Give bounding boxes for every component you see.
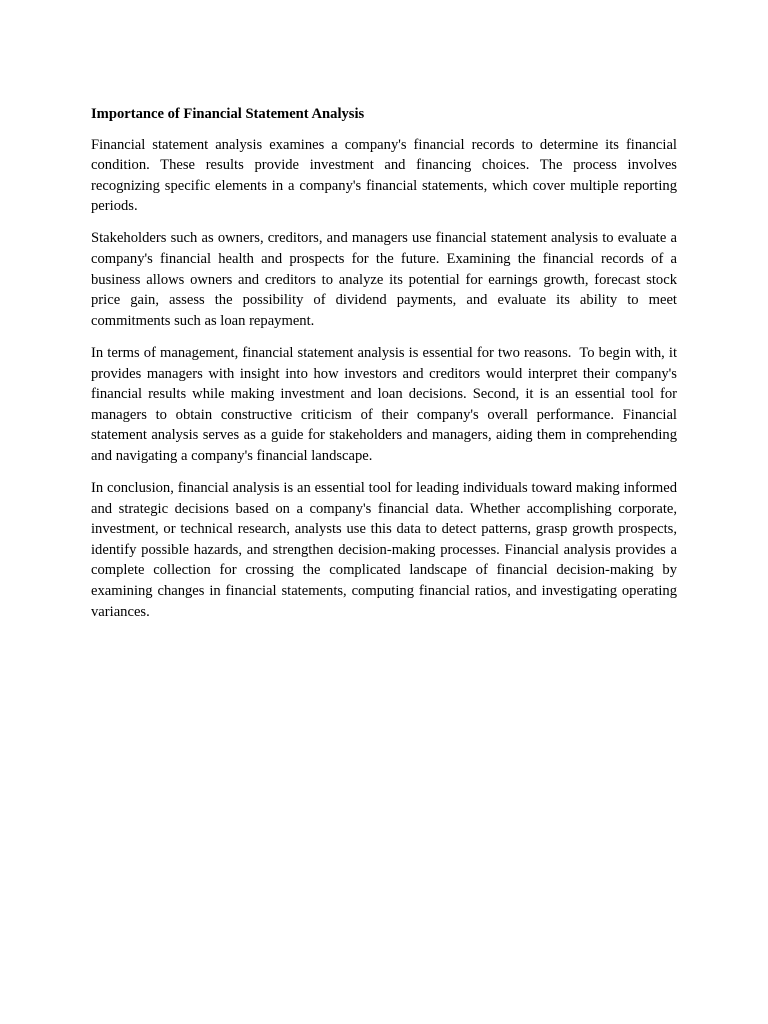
paragraph-stakeholders: Stakeholders such as owners, creditors, and managers use financial statement analysis to evaluate a company's financial health and prospects for the future. Examining the financial records of a business allows owners and creditors to analyze its potential for earnings growth, forecast stock price gain, assess the possibility of dividend payments, and evaluate its ability to meet commitments such as loan repayment. <box>91 230 681 329</box>
document-title: Importance of Financial Statement Analysis <box>91 106 365 122</box>
paragraph-conclusion: In conclusion, financial analysis is an essential tool for leading individuals toward making informed and strategic decisions based on a company's financial data. Whether accomplishing corporate, investment, or technical research, analysts use this data to detect patterns, grasp growth prospects, identify possible hazards, and strengthen decision-making processes. Financial analysis provides a complete collection for crossing the complicated landscape of financial decision-making by examining changes in financial statements, computing financial ratios, and investigating operating variances. <box>91 480 681 620</box>
paragraph-management: In terms of management, financial statement analysis is essential for two reasons. To begin with, it provides managers with insight into how investors and creditors would interpret their company's financial results while making investment and loan decisions. Second, it is an essential tool for managers to obtain constructive criticism of their company's overall performance. Financial statement analysis serves as a guide for stakeholders and managers, aiding them in comprehending and navigating a company's financial landscape. <box>91 344 681 464</box>
paragraph-introduction: Financial statement analysis examines a company's financial records to determine its financial condition. These results provide investment and financing choices. The process involves recognizing specific elements in a company's financial statements, which cover multiple reporting periods. <box>91 136 681 215</box>
document-page <box>91 104 681 634</box>
